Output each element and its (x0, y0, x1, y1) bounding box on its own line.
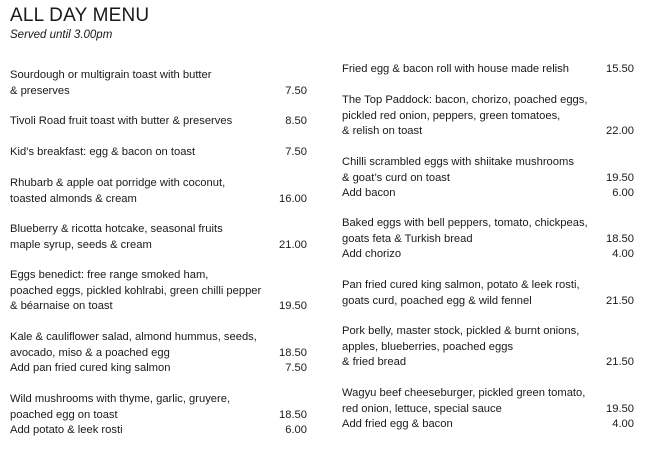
menu-item (10, 145, 307, 161)
menu-item (10, 114, 307, 130)
menu-item (342, 216, 634, 263)
menu-item-text: toasted almonds & cream (10, 192, 137, 205)
menu-item-line (342, 62, 634, 78)
menu-item-price: 4.00 (612, 248, 634, 260)
menu-item-line (342, 124, 634, 140)
menu-item-text: apples, blueberries, poached eggs (342, 340, 514, 353)
menu-item-line (342, 278, 634, 294)
menu-item-text: Baked eggs with bell peppers, tomato, chickpeas, (342, 217, 588, 229)
menu-item-text: Kale & cauliflower salad, almond hummus, seeds, (10, 331, 257, 343)
menu-item-price: 4.00 (612, 418, 634, 430)
menu-item-line (10, 284, 307, 300)
menu-item-text: & preserves (10, 84, 70, 97)
menu-item-line (342, 171, 634, 187)
menu-item-text: Chilli scrambled eggs with shiitake mushrooms (342, 156, 574, 168)
menu-item (342, 324, 634, 371)
menu-item (10, 392, 307, 439)
menu-item-line (342, 402, 634, 418)
menu-item-line (10, 299, 307, 315)
menu-item-price: 21.50 (606, 356, 634, 368)
menu-item-text: goats feta & Turkish bread (342, 232, 473, 245)
menu-item-line (342, 386, 634, 402)
menu-item-line (342, 355, 634, 371)
menu-item-line (10, 192, 307, 208)
menu-item-text: & béarnaise on toast (10, 300, 113, 312)
menu-item-price: 19.50 (606, 171, 634, 184)
menu-item (10, 176, 307, 207)
menu-item-price: 18.50 (279, 408, 307, 421)
menu-item-text: Rhubarb & apple oat porridge with coconut, (10, 177, 226, 189)
menu-item-text: Pan fried cured king salmon, potato & leek rosti, (342, 279, 580, 291)
menu-item-text: & fried bread (342, 356, 407, 368)
menu-item-price: 7.50 (285, 84, 307, 97)
menu-item-price: 7.50 (285, 146, 307, 158)
menu-item-price: 15.50 (606, 63, 634, 75)
menu-item-line (342, 186, 634, 202)
menu-item-line (342, 216, 634, 232)
menu-item-line (10, 114, 307, 130)
menu-item-line (10, 145, 307, 161)
menu-item (342, 93, 634, 140)
menu-item-text: red onion, lettuce, special sauce (342, 402, 502, 415)
menu-item (342, 62, 634, 78)
menu-item (342, 386, 634, 433)
menu-item-text: Pork belly, master stock, pickled & burnt onions, (342, 325, 580, 337)
menu-item-text: Blueberry & ricotta hotcake, seasonal fruits (10, 223, 223, 235)
menu-item-text: Kid’s breakfast: egg & bacon on toast (10, 146, 196, 158)
menu-item-text: & relish on toast (342, 125, 423, 137)
menu-item-text: Add fried egg & bacon (342, 418, 453, 430)
menu-item-line (342, 247, 634, 263)
menu-item-line (10, 176, 307, 192)
menu-item-line (342, 93, 634, 109)
menu-item-line (342, 294, 634, 310)
menu-item-text: Add chorizo (342, 248, 402, 260)
menu-item-line (10, 222, 307, 238)
menu-item-text: poached egg on toast (10, 408, 118, 421)
menu-item-line (10, 392, 307, 408)
menu-item-text: Add pan fried cured king salmon (10, 362, 171, 374)
menu-item-line (10, 346, 307, 362)
menu-item-price: 8.50 (285, 115, 307, 127)
menu-item-line (10, 330, 307, 346)
menu-item-line (10, 361, 307, 377)
menu-item-line (342, 109, 634, 125)
menu-item-text: Eggs benedict: free range smoked ham, (10, 269, 209, 281)
menu-item-price: 16.00 (279, 192, 307, 205)
menu-item-line (10, 268, 307, 284)
menu-item-text: Tivoli Road fruit toast with butter & preserves (10, 115, 233, 127)
menu-item-text: Wagyu beef cheeseburger, pickled green tomato, (342, 387, 586, 399)
menu-item-text: Add potato & leek rosti (10, 424, 123, 436)
menu-item-price: 18.50 (279, 346, 307, 359)
menu-item-line (10, 68, 307, 84)
menu-item-text: avocado, miso & a poached egg (10, 346, 170, 359)
menu-item-text: Add bacon (342, 187, 396, 199)
menu-item-text: poached eggs, pickled kohlrabi, green chilli pepper (10, 284, 262, 297)
menu-item-line (10, 423, 307, 439)
menu-item-line (10, 84, 307, 100)
menu-item-text: Fried egg & bacon roll with house made relish (342, 63, 569, 75)
menu-item-price: 7.50 (285, 362, 307, 374)
menu-item-line (342, 324, 634, 340)
menu-item (342, 278, 634, 309)
menu-item-text: pickled red onion, peppers, green tomatoes, (342, 109, 561, 122)
menu-item-line (342, 417, 634, 433)
menu-item-line (342, 155, 634, 171)
menu-item (10, 222, 307, 253)
menu-subtitle: Served until 3.00pm (10, 29, 113, 41)
menu-item-line (342, 340, 634, 356)
menu-item-price: 21.00 (279, 238, 307, 251)
menu-item-text: The Top Paddock: bacon, chorizo, poached eggs, (342, 94, 588, 106)
menu-item-price: 22.00 (606, 125, 634, 137)
menu-item (10, 68, 307, 99)
menu-item-price: 6.00 (285, 424, 307, 436)
menu-item-line (10, 238, 307, 254)
menu-item-text: & goat’s curd on toast (342, 171, 451, 184)
menu-item (342, 155, 634, 202)
menu-item-price: 6.00 (612, 187, 634, 199)
menu-item-price: 19.50 (606, 402, 634, 415)
menu-item-line (10, 408, 307, 424)
menu-item-text: Sourdough or multigrain toast with butter (10, 69, 212, 81)
menu-item-line (342, 232, 634, 248)
menu-item-text: Wild mushrooms with thyme, garlic, gruyere, (10, 393, 231, 405)
menu-item (10, 330, 307, 377)
menu-title: ALL DAY MENU (10, 5, 150, 26)
menu-item-text: goats curd, poached egg & wild fennel (342, 294, 532, 307)
menu-item (10, 268, 307, 315)
menu-item-text: maple syrup, seeds & cream (10, 238, 152, 251)
menu-item-price: 18.50 (606, 232, 634, 245)
menu-item-price: 19.50 (279, 300, 307, 312)
menu-item-price: 21.50 (606, 294, 634, 307)
